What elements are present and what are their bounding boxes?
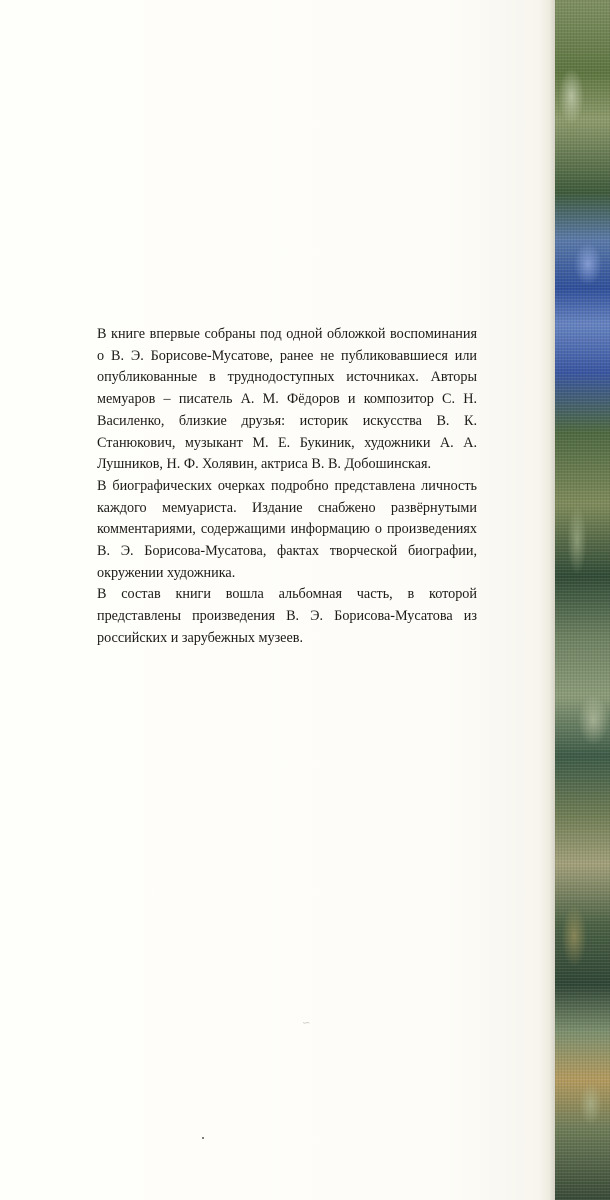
annotation-paragraph-1: В книге впервые собраны под одной обложкой воспоминания о В. Э. Борисове-Мусатове, ранее не публиковавшиеся или опубликованные в труднодоступных источниках. Авторы мемуаров – писатель А. М. Фёдоров и композитор С. Н. Василенко, близкие друзья: историк искусства В. К. Станюкович, музыкант М. Е. Букиник, художники А. А. Лушников, Н. Ф. Холявин, актриса В. В. Добошинская. [97,326,477,473]
annotation-text [97,324,477,650]
annotation-paragraph-2: В биографических очерках подробно представлена личность каждого мемуариста. Издание снабжено развёрнутыми комментариями, содержащими информацию о произведениях В. Э. Борисова-Мусатова, фактах творческой биографии, окружении художника. [97,477,477,581]
annotation-paragraph-3: В состав книги вошла альбомная часть, в которой представлены произведения В. Э. Борисова-Мусатова из российских и зарубежных музеев. [97,586,477,646]
pencil-scribble: ∽ [302,1018,311,1029]
speck-mark [202,1137,204,1139]
painting-strip [555,0,610,1200]
